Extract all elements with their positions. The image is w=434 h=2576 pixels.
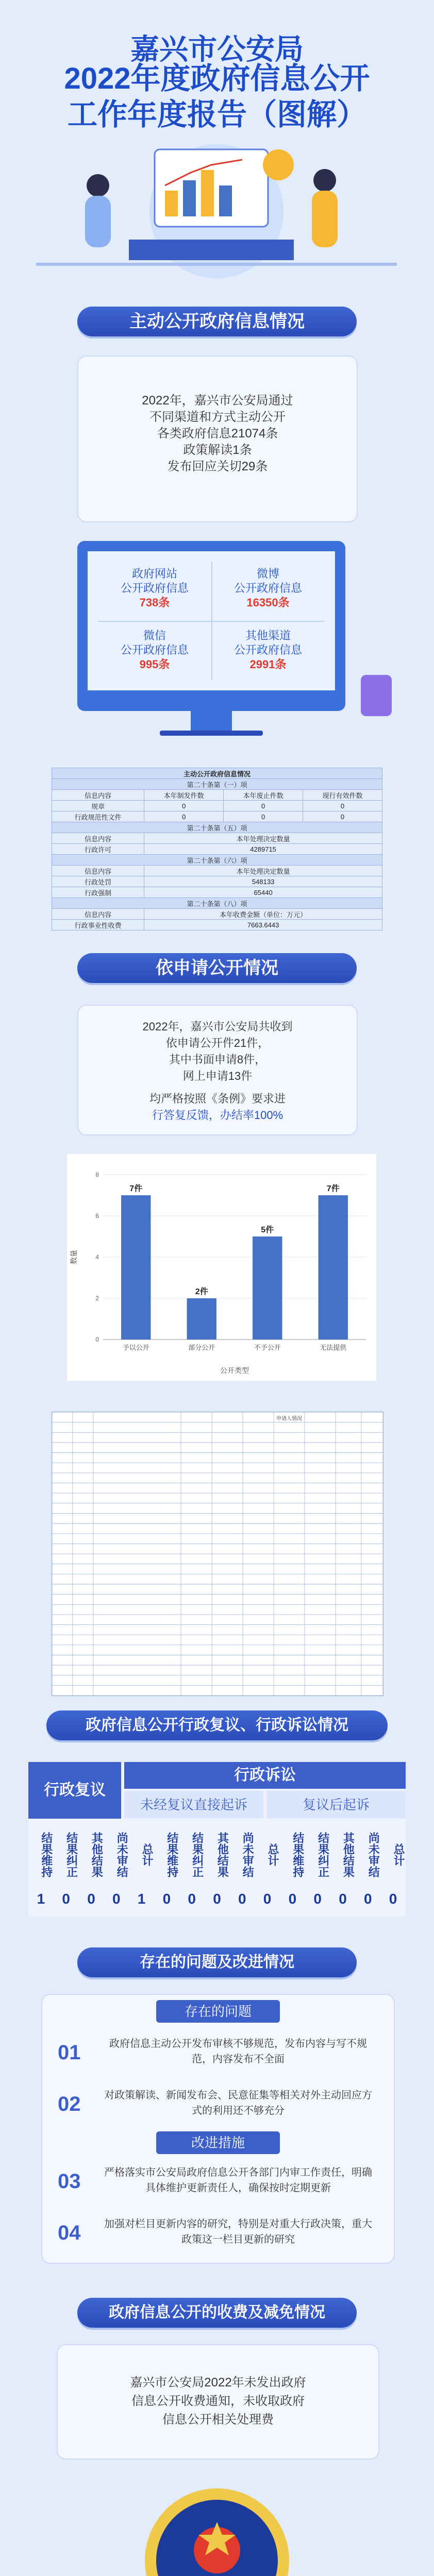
- review-lawsuit-col-label: 尚未审结: [115, 1832, 129, 1877]
- table-section-header: 第二十条第（八）项: [52, 898, 382, 909]
- review-lawsuit-panel: [28, 1762, 406, 1917]
- table-row: 行政规范性文件 0 0 0: [52, 811, 382, 822]
- intro-line: 依申请公开件21件，: [165, 1037, 270, 1049]
- table-section-header: 第二十条第（六）项: [52, 855, 382, 866]
- x-tick-label: 无法提供: [320, 1344, 347, 1351]
- fees-line: 信息公开相关处理费: [162, 2413, 274, 2427]
- review-lawsuit-value: 0: [213, 1891, 221, 1907]
- review-lawsuit-value: 0: [62, 1891, 70, 1907]
- review-lawsuit-col-label: 其他结果: [216, 1832, 229, 1877]
- section-banner-fees: 政府信息公开的收费及减免情况: [77, 2298, 357, 2328]
- active-disclosure-intro-card: [77, 355, 358, 522]
- phone-icon: [361, 675, 392, 716]
- y-tick-label: 2: [95, 1295, 99, 1302]
- x-tick-label: 部分公开: [188, 1344, 215, 1351]
- review-lawsuit-value: 0: [112, 1891, 121, 1907]
- bar-部分公开: [187, 1298, 216, 1340]
- table-row: 行政处罚 548133: [52, 876, 382, 887]
- measure-item: 03 严格落实市公安局政府信息公开各部门内审工作责任，明确具体维护更新责任人，确保按时定期更新: [58, 2167, 372, 2194]
- review-lawsuit-value: 1: [37, 1891, 45, 1907]
- table-title: 主动公开政府信息情况: [52, 768, 382, 779]
- review-lawsuit-col-label: 结果维持: [40, 1832, 53, 1877]
- channel-website: 政府网站 公开政府信息 738条: [120, 567, 189, 609]
- intro-line: 2022年，嘉兴市公安局通过: [142, 394, 293, 408]
- intro-line: 行答复反馈，办结率100%: [152, 1109, 283, 1122]
- y-tick-label: 4: [95, 1253, 99, 1261]
- intro-line: 均严格按照《条例》要求进: [149, 1092, 286, 1105]
- measures-title: 改进措施: [156, 2131, 280, 2154]
- y-axis-label: 数量: [70, 1250, 78, 1264]
- intro-line: 不同渠道和方式主动公开: [149, 410, 286, 424]
- request-result-bar-chart: [67, 1154, 376, 1381]
- report-title-line2: 2022年度政府信息公开工作年度报告（图解）: [64, 62, 370, 131]
- lawsuit-after-review-header: 复议后起诉: [266, 1791, 406, 1819]
- bar-予以公开: [121, 1195, 151, 1340]
- review-lawsuit-value: 0: [263, 1891, 272, 1907]
- table-row: 规章 0 0 0: [52, 801, 382, 811]
- review-lawsuit-col-label: 总计: [392, 1843, 405, 1866]
- bar-data-label: 2件: [195, 1287, 208, 1296]
- fees-line: 嘉兴市公安局2022年未发出政府: [130, 2376, 306, 2389]
- table-row: 行政强制 65440: [52, 887, 382, 898]
- y-tick-label: 8: [95, 1171, 99, 1178]
- measure-item: 04 加强对栏目更新内容的研究，特别是对重大行政决策，重大政策这一栏目更新的研究: [58, 2218, 372, 2245]
- channel-wechat: 微信 公开政府信息 995条: [120, 629, 189, 671]
- review-lawsuit-col-label: 结果纠正: [316, 1832, 330, 1877]
- review-lawsuit-value: 0: [238, 1891, 246, 1907]
- review-lawsuit-value: 0: [339, 1891, 347, 1907]
- review-lawsuit-col-label: 结果纠正: [65, 1832, 78, 1877]
- problems-card: [41, 1994, 395, 2264]
- section-banner-review-lawsuit: 政府信息公开行政复议、行政诉讼情况: [46, 1710, 388, 1740]
- channel-monitor: [77, 541, 345, 711]
- review-lawsuit-value: 0: [389, 1891, 397, 1907]
- review-lawsuit-col-label: 其他结果: [90, 1832, 104, 1877]
- review-lawsuit-col-label: 结果维持: [291, 1832, 305, 1877]
- section-banner-active-disclosure: 主动公开政府信息情况: [77, 307, 357, 336]
- detail-header: 申请人情况: [276, 1416, 302, 1422]
- intro-line: 各类政府信息21074条: [157, 427, 278, 440]
- review-lawsuit-value: 0: [288, 1891, 297, 1907]
- review-lawsuit-col-label: 其他结果: [342, 1832, 355, 1877]
- review-lawsuit-value: 0: [87, 1891, 95, 1907]
- review-lawsuit-value: 0: [313, 1891, 322, 1907]
- review-lawsuit-col-label: 尚未审结: [367, 1832, 380, 1877]
- table-col-header: 现行有效件数: [303, 790, 382, 801]
- intro-line: 网上申请13件: [182, 1070, 253, 1082]
- report-title-line1: 嘉兴市公安局: [130, 33, 304, 65]
- section-banner-problems: 存在的问题及改进情况: [77, 1947, 357, 1977]
- review-lawsuit-value: 0: [364, 1891, 372, 1907]
- x-axis-label: 公开类型: [220, 1366, 249, 1375]
- active-disclosure-table: 主动公开政府信息情况 第二十条第（一）项 信息内容 本年制发件数 本年废止件数 现行有效件数 规章 0 0 0 行政规范性文件 0 0 0 第二十条第（五）项 信息内容 本年处理决定数量 行政许可 4289715 第二十条第（六）项 信息内容 本年处理决定数量 行政处罚 548133 行政强制 65440 第二十条第（八）项 信息内容 本年收费金额（单位：万元） 行政事业性收费 7663.6443: [52, 768, 382, 930]
- intro-line: 发布回应关切29条: [167, 460, 268, 473]
- table-section-header: 第二十条第（五）项: [52, 822, 382, 833]
- table-row: 行政许可 4289715: [52, 844, 382, 855]
- channel-weibo: 微博 公开政府信息 16350条: [233, 567, 302, 609]
- fees-line: 信息公开收费通知，未收取政府: [131, 2394, 305, 2408]
- review-lawsuit-col-label: 结果维持: [165, 1832, 179, 1877]
- review-lawsuit-value: 0: [162, 1891, 171, 1907]
- review-lawsuit-value: 1: [137, 1891, 146, 1907]
- bar-data-label: 7件: [326, 1184, 340, 1193]
- x-tick-label: 不予公开: [254, 1344, 281, 1351]
- problem-item: 01 政府信息主动公开发布审核不够规范，发布内容与写不规范，内容发布不全面: [58, 2038, 367, 2065]
- hero-illustration: [36, 139, 397, 283]
- intro-line: 其中书面申请8件，: [169, 1053, 266, 1066]
- table-row: 行政事业性收费 7663.6443: [52, 920, 382, 930]
- request-detail-table: [52, 1412, 383, 1696]
- y-tick-label: 0: [95, 1336, 99, 1343]
- problem-item: 02 对政策解读、新闻发布会、民意征集等相关对外主动回应方式的利用还不够充分: [58, 2090, 372, 2116]
- review-lawsuit-col-label: 总计: [266, 1843, 279, 1866]
- table-col-header: 信息内容: [52, 790, 144, 801]
- request-disclosure-intro-card: [77, 1005, 358, 1136]
- bar-data-label: 5件: [261, 1226, 274, 1234]
- bar-无法提供: [319, 1195, 348, 1340]
- police-emblem-icon: [140, 2483, 294, 2576]
- detail-table-grid: [52, 1412, 383, 1696]
- table-col-header: 本年制发件数: [144, 790, 224, 801]
- review-lawsuit-col-label: 尚未审结: [241, 1832, 255, 1877]
- intro-line: 政策解读1条: [183, 443, 252, 457]
- channel-other: 其他渠道 公开政府信息 2991条: [233, 629, 302, 671]
- review-header: 行政复议: [28, 1762, 121, 1819]
- section-banner-request-disclosure: 依申请公开情况: [77, 953, 357, 983]
- review-lawsuit-value: 0: [188, 1891, 196, 1907]
- fees-card: [57, 2344, 379, 2460]
- lawsuit-header: 行政诉讼: [124, 1762, 406, 1789]
- table-col-header: 本年废止件数: [224, 790, 303, 801]
- review-lawsuit-col-label: 结果纠正: [191, 1832, 204, 1877]
- problems-title: 存在的问题: [156, 2000, 280, 2023]
- bar-data-label: 7件: [129, 1184, 143, 1193]
- table-section-header: 第二十条第（一）项: [52, 779, 382, 790]
- bar-不予公开: [253, 1236, 282, 1340]
- x-tick-label: 予以公开: [122, 1344, 149, 1351]
- y-tick-label: 6: [95, 1212, 99, 1219]
- review-lawsuit-col-label: 总计: [140, 1843, 154, 1866]
- intro-line: 2022年，嘉兴市公安局共收到: [142, 1020, 293, 1033]
- lawsuit-direct-header: 未经复议直接起诉: [124, 1791, 263, 1819]
